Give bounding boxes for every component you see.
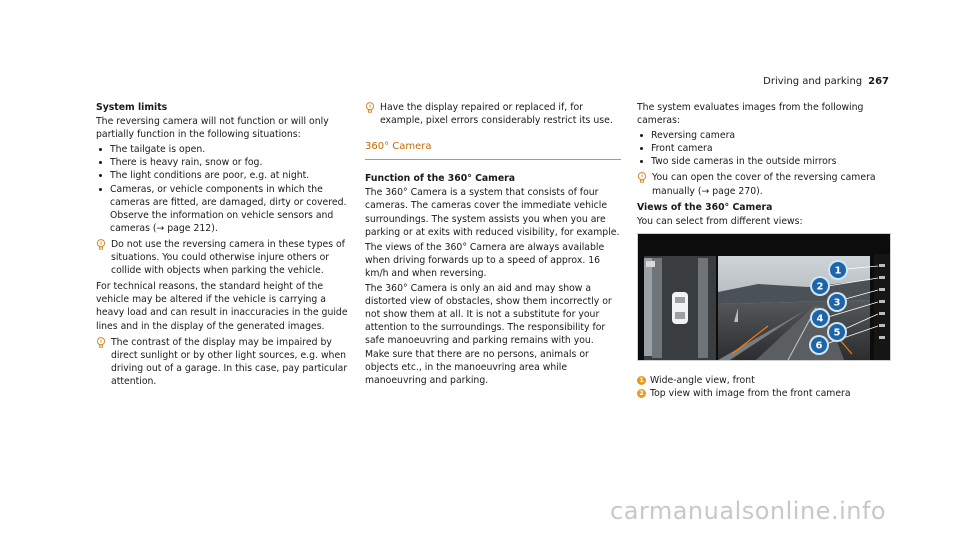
column-2 [365, 101, 621, 389]
camera-display-image [637, 233, 891, 361]
list-item: There is heavy rain, snow or fog. [96, 156, 352, 169]
info-bulb-icon [637, 172, 647, 183]
note-text: The contrast of the display may be impaired by direct sunlight or by other light sources, e.g. when driving out of a garage. In this case, pay particular attention. [111, 336, 348, 387]
callout-2 [810, 276, 830, 296]
paragraph: The 360° Camera is only an aid and may show a distorted view of obstacles, show them incorrectly or not show them at all. It is not a substitute for your attention to the surroundings. The responsibility for safe manoeuvring and parking remains with you. Make sure that there are no persons, animals or objects etc., in the manoeuvring area while manoeuvring and parking. [365, 283, 612, 386]
svg-text:2: 2 [816, 281, 824, 293]
callout-5 [827, 322, 847, 342]
svg-text:1: 1 [834, 265, 842, 277]
page-number: 267 [868, 76, 889, 87]
list-item: Reversing camera [637, 129, 893, 142]
paragraph: The 360° Camera is a system that consists of four cameras. The cameras cover the immediate vehicle surroundings. The system assists you when you are parking or at exits with reduced visibility, for example. [365, 187, 620, 238]
list-item: The tailgate is open. [96, 143, 352, 156]
note-text: Do not use the reversing camera in these types of situations. You could otherwise injure others or collide with objects when parking the vehicle. [111, 238, 345, 277]
note [96, 238, 352, 277]
list-item: Front camera [637, 142, 893, 155]
note-text: Have the display repaired or replaced if, for example, pixel errors considerably restrict its use. [380, 102, 613, 127]
section-title: 360° Camera [365, 140, 621, 160]
note [96, 336, 352, 388]
view-menu-strip [874, 254, 890, 361]
svg-text:6: 6 [815, 340, 823, 352]
column-3 [637, 101, 893, 400]
paragraph: For technical reasons, the standard height of the vehicle may be altered if the vehicle is carrying a heavy load and can result in inaccuracies in the guide lines and in the display of the generated images. [96, 281, 348, 332]
note [637, 171, 893, 197]
cameras-list [637, 129, 893, 168]
svg-text:5: 5 [833, 327, 841, 339]
views-intro: You can select from different views: [637, 215, 803, 227]
views-heading: Views of the 360° Camera [637, 201, 773, 213]
image-legend [637, 374, 893, 400]
callout-3 [827, 292, 847, 312]
legend-text: Wide-angle view, front [650, 374, 755, 386]
legend-item [637, 374, 893, 387]
column-1 [96, 101, 352, 391]
list-item: Two side cameras in the outside mirrors [637, 155, 893, 168]
list-item: The light conditions are poor, e.g. at night. [96, 169, 352, 182]
view-badge-icon [646, 261, 655, 267]
info-bulb-icon [96, 239, 106, 250]
camera-display-illustration [638, 234, 891, 361]
legend-text: Top view with image from the front camera [650, 387, 851, 399]
legend-item [637, 387, 893, 400]
header-section: Driving and parking [763, 76, 863, 87]
cameras-intro: The system evaluates images from the following cameras: [637, 102, 864, 127]
paragraph: The views of the 360° Camera are always available when driving forwards up to a speed of approx. 16 km/h and when reversing. [365, 241, 605, 279]
callout-4 [810, 308, 830, 328]
function-heading: Function of the 360° Camera [365, 173, 516, 185]
car-top-view [672, 292, 688, 324]
note [365, 101, 621, 127]
system-limits-intro: The reversing camera will not function or will only partially function in the following situations: [96, 116, 329, 141]
system-limits-list [96, 143, 352, 235]
legend-number: 2 [637, 389, 646, 398]
info-bulb-icon [365, 102, 375, 113]
legend-number: 1 [637, 376, 646, 385]
svg-text:3: 3 [833, 297, 841, 309]
list-item: Cameras, or vehicle components in which the cameras are fitted, are damaged, dirty or covered. Observe the information on vehicle sensors and cameras (→ page 212). [96, 183, 352, 235]
svg-text:4: 4 [816, 313, 824, 325]
info-bulb-icon [96, 337, 106, 348]
watermark: carmanualsonline.info [610, 497, 887, 525]
system-limits-heading: System limits [96, 102, 168, 113]
callout-1 [828, 260, 848, 280]
callout-6 [809, 335, 829, 355]
note-text: You can open the cover of the reversing camera manually (→ page 270). [652, 172, 876, 197]
running-header [763, 75, 889, 88]
